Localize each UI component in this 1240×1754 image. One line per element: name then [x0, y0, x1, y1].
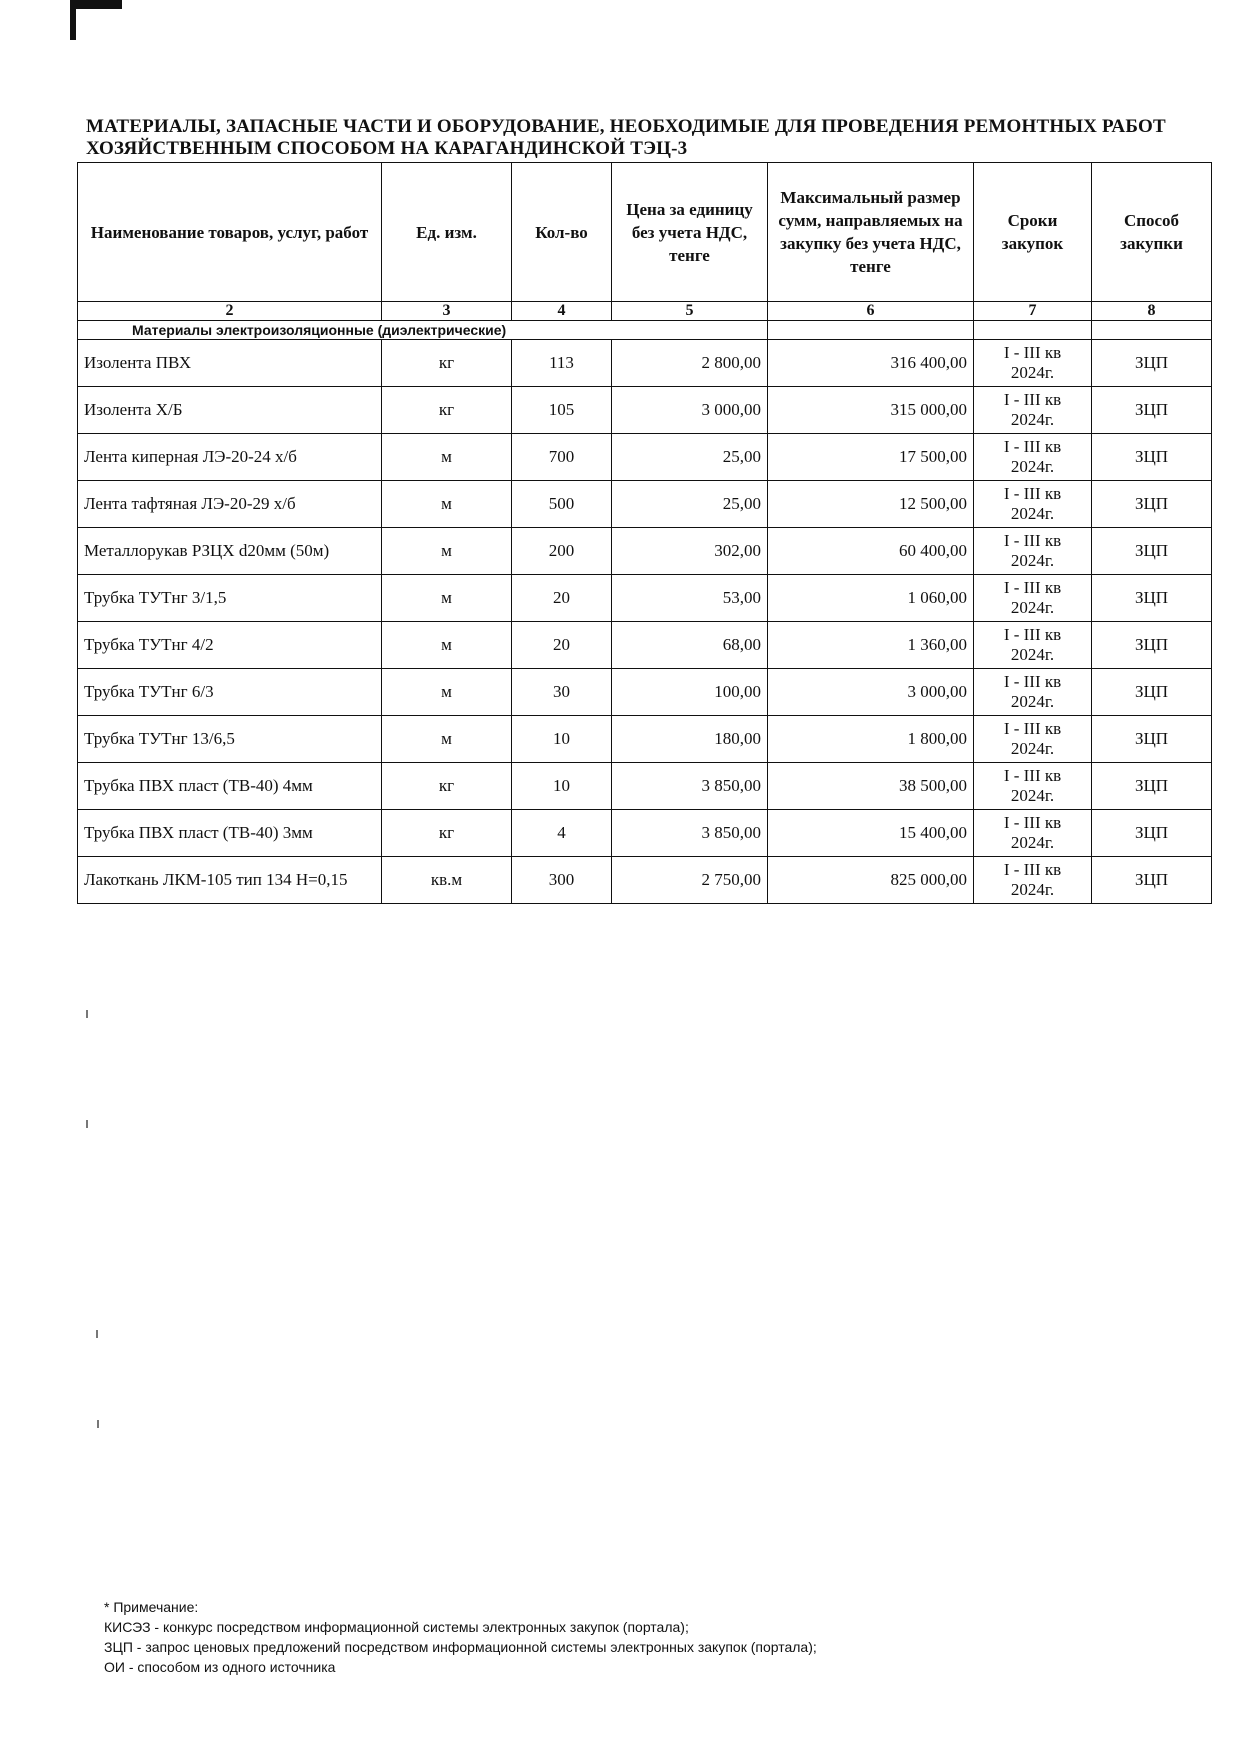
table-row	[78, 810, 1212, 857]
item-price: 100,00	[612, 669, 768, 716]
item-price: 3 850,00	[612, 763, 768, 810]
item-term-year: 2024г.	[1010, 457, 1055, 476]
item-total: 316 400,00	[768, 340, 974, 387]
table-row	[78, 857, 1212, 904]
item-price: 180,00	[612, 716, 768, 763]
item-qty: 300	[512, 857, 612, 904]
item-unit: м	[382, 716, 512, 763]
item-term	[974, 575, 1092, 622]
column-number: 6	[768, 302, 974, 321]
item-term	[974, 434, 1092, 481]
item-term-year: 2024г.	[1010, 598, 1055, 617]
item-name: Металлорукав РЗЦХ d20мм (50м)	[78, 528, 382, 575]
item-total: 17 500,00	[768, 434, 974, 481]
item-qty: 10	[512, 763, 612, 810]
item-unit: м	[382, 575, 512, 622]
item-term	[974, 810, 1092, 857]
item-term-year: 2024г.	[1010, 410, 1055, 429]
item-term	[974, 669, 1092, 716]
empty-cell	[768, 321, 974, 340]
item-name: Изолента Х/Б	[78, 387, 382, 434]
column-number: 4	[512, 302, 612, 321]
item-qty: 700	[512, 434, 612, 481]
table-row	[78, 434, 1212, 481]
header-qty: Кол-во	[512, 163, 612, 302]
item-qty: 113	[512, 340, 612, 387]
item-total: 15 400,00	[768, 810, 974, 857]
item-total: 825 000,00	[768, 857, 974, 904]
item-method: ЗЦП	[1092, 857, 1212, 904]
item-term	[974, 528, 1092, 575]
notes-heading: * Примечание:	[104, 1599, 199, 1615]
item-qty: 30	[512, 669, 612, 716]
item-term-quarter: I - III кв	[1003, 719, 1062, 738]
procurement-table	[77, 162, 1212, 904]
note-kisez: КИСЭЗ - конкурс посредством информационной системы электронных закупок (портала);	[104, 1619, 689, 1635]
item-name: Трубка ТУТнг 6/3	[78, 669, 382, 716]
item-method: ЗЦП	[1092, 434, 1212, 481]
item-method: ЗЦП	[1092, 387, 1212, 434]
column-number: 5	[612, 302, 768, 321]
item-price: 68,00	[612, 622, 768, 669]
column-number: 7	[974, 302, 1092, 321]
table-row	[78, 763, 1212, 810]
scan-speck	[86, 1120, 88, 1128]
table-row	[78, 528, 1212, 575]
item-qty: 20	[512, 622, 612, 669]
item-method: ЗЦП	[1092, 481, 1212, 528]
item-unit: кг	[382, 763, 512, 810]
item-unit: м	[382, 669, 512, 716]
scan-speck	[96, 1330, 98, 1338]
item-term-year: 2024г.	[1010, 363, 1055, 382]
item-term-year: 2024г.	[1010, 739, 1055, 758]
section-row	[78, 321, 1212, 340]
item-total: 1 800,00	[768, 716, 974, 763]
item-term	[974, 481, 1092, 528]
item-method: ЗЦП	[1092, 763, 1212, 810]
column-number: 2	[78, 302, 382, 321]
item-term-year: 2024г.	[1010, 880, 1055, 899]
item-qty: 500	[512, 481, 612, 528]
item-name: Трубка ПВХ пласт (ТВ-40) 3мм	[78, 810, 382, 857]
item-price: 2 800,00	[612, 340, 768, 387]
item-qty: 200	[512, 528, 612, 575]
empty-cell	[974, 321, 1092, 340]
table-row	[78, 340, 1212, 387]
table-row	[78, 622, 1212, 669]
table-row	[78, 716, 1212, 763]
item-total: 12 500,00	[768, 481, 974, 528]
item-qty: 4	[512, 810, 612, 857]
scan-edge-mark	[70, 0, 122, 9]
item-term	[974, 387, 1092, 434]
column-number: 8	[1092, 302, 1212, 321]
title-line-1: МАТЕРИАЛЫ, ЗАПАСНЫЕ ЧАСТИ И ОБОРУДОВАНИЕ, НЕОБХОДИМЫЕ ДЛЯ ПРОВЕДЕНИЯ РЕМОНТНЫХ РАБОТ	[86, 116, 1166, 137]
item-method: ЗЦП	[1092, 528, 1212, 575]
item-term-year: 2024г.	[1010, 692, 1055, 711]
header-name: Наименование товаров, услуг, работ	[78, 163, 382, 302]
item-term-quarter: I - III кв	[1003, 390, 1062, 409]
item-name: Лента тафтяная ЛЭ-20-29 х/б	[78, 481, 382, 528]
item-term-year: 2024г.	[1010, 833, 1055, 852]
header-total: Максимальный размер сумм, направляемых на закупку без учета НДС, тенге	[768, 163, 974, 302]
note-zcp: ЗЦП - запрос ценовых предложений посредством информационной системы электронных закупок (портала);	[104, 1639, 817, 1655]
header-unit: Ед. изм.	[382, 163, 512, 302]
table-row	[78, 481, 1212, 528]
item-term-quarter: I - III кв	[1003, 437, 1062, 456]
header-term: Сроки закупок	[974, 163, 1092, 302]
item-qty: 10	[512, 716, 612, 763]
item-term-quarter: I - III кв	[1003, 578, 1062, 597]
item-total: 315 000,00	[768, 387, 974, 434]
item-term-quarter: I - III кв	[1003, 860, 1062, 879]
item-term	[974, 763, 1092, 810]
item-name: Трубка ПВХ пласт (ТВ-40) 4мм	[78, 763, 382, 810]
item-unit: м	[382, 528, 512, 575]
footnotes	[104, 1597, 1104, 1677]
table-row	[78, 669, 1212, 716]
item-unit: м	[382, 622, 512, 669]
item-unit: кг	[382, 340, 512, 387]
item-total: 60 400,00	[768, 528, 974, 575]
item-term-year: 2024г.	[1010, 645, 1055, 664]
column-number: 3	[382, 302, 512, 321]
item-price: 2 750,00	[612, 857, 768, 904]
header-price: Цена за единицу без учета НДС, тенге	[612, 163, 768, 302]
item-term-year: 2024г.	[1010, 551, 1055, 570]
empty-cell	[1092, 321, 1212, 340]
scan-edge-mark	[70, 0, 76, 40]
item-name: Трубка ТУТнг 4/2	[78, 622, 382, 669]
item-price: 302,00	[612, 528, 768, 575]
item-term-year: 2024г.	[1010, 786, 1055, 805]
item-total: 38 500,00	[768, 763, 974, 810]
item-total: 1 060,00	[768, 575, 974, 622]
scan-speck	[86, 1010, 88, 1018]
table-row	[78, 387, 1212, 434]
item-method: ЗЦП	[1092, 622, 1212, 669]
item-term-quarter: I - III кв	[1003, 625, 1062, 644]
item-unit: м	[382, 434, 512, 481]
item-term-quarter: I - III кв	[1003, 766, 1062, 785]
item-term	[974, 340, 1092, 387]
document-title	[86, 116, 1176, 160]
item-term-quarter: I - III кв	[1003, 531, 1062, 550]
item-name: Изолента ПВХ	[78, 340, 382, 387]
item-method: ЗЦП	[1092, 575, 1212, 622]
item-term-quarter: I - III кв	[1003, 343, 1062, 362]
item-name: Трубка ТУТнг 3/1,5	[78, 575, 382, 622]
title-line-2: ХОЗЯЙСТВЕННЫМ СПОСОБОМ НА КАРАГАНДИНСКОЙ ТЭЦ-3	[86, 138, 688, 159]
item-name: Лента киперная ЛЭ-20-24 х/б	[78, 434, 382, 481]
item-qty: 105	[512, 387, 612, 434]
item-term	[974, 622, 1092, 669]
item-total: 1 360,00	[768, 622, 974, 669]
item-method: ЗЦП	[1092, 669, 1212, 716]
item-price: 53,00	[612, 575, 768, 622]
table-row	[78, 575, 1212, 622]
scan-speck	[97, 1420, 99, 1428]
item-name: Лакоткань ЛКМ-105 тип 134 Н=0,15	[78, 857, 382, 904]
item-term	[974, 716, 1092, 763]
item-price: 25,00	[612, 481, 768, 528]
note-oi: ОИ - способом из одного источника	[104, 1659, 336, 1675]
item-unit: кг	[382, 810, 512, 857]
item-term-quarter: I - III кв	[1003, 813, 1062, 832]
item-price: 3 850,00	[612, 810, 768, 857]
item-method: ЗЦП	[1092, 716, 1212, 763]
header-method: Способ закупки	[1092, 163, 1212, 302]
item-unit: кв.м	[382, 857, 512, 904]
item-term-year: 2024г.	[1010, 504, 1055, 523]
item-name: Трубка ТУТнг 13/6,5	[78, 716, 382, 763]
item-term-quarter: I - III кв	[1003, 672, 1062, 691]
column-number-row	[78, 302, 1212, 321]
item-method: ЗЦП	[1092, 340, 1212, 387]
item-total: 3 000,00	[768, 669, 974, 716]
item-qty: 20	[512, 575, 612, 622]
item-unit: кг	[382, 387, 512, 434]
header-row	[78, 163, 1212, 302]
item-unit: м	[382, 481, 512, 528]
item-term	[974, 857, 1092, 904]
item-method: ЗЦП	[1092, 810, 1212, 857]
section-title: Материалы электроизоляционные (диэлектрические)	[78, 321, 768, 340]
item-price: 3 000,00	[612, 387, 768, 434]
item-term-quarter: I - III кв	[1003, 484, 1062, 503]
item-price: 25,00	[612, 434, 768, 481]
